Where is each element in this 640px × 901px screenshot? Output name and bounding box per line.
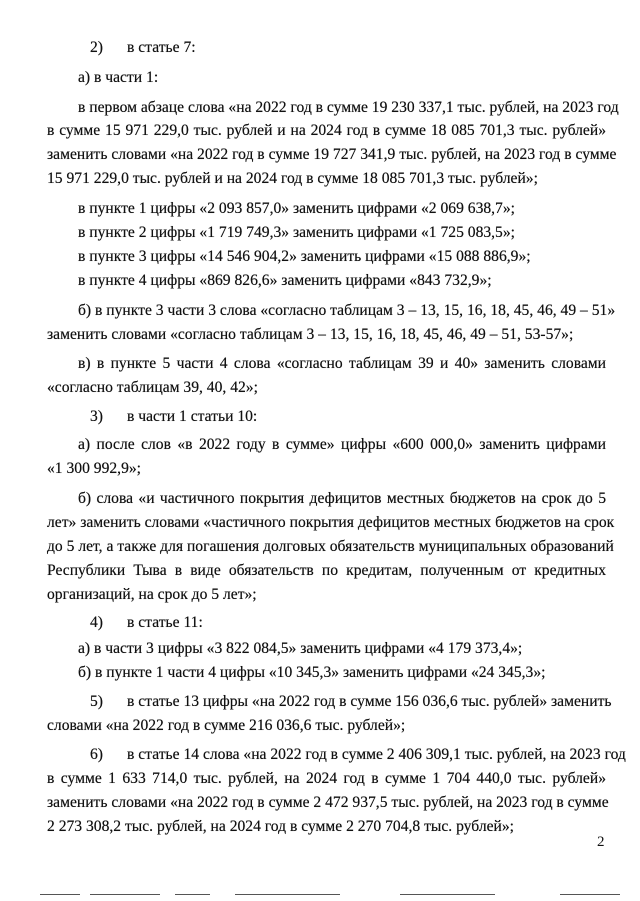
footer-rule-segment [90, 894, 160, 895]
paragraph-line: 2 273 308,2 тыс. рублей, на 2024 год в сумме 2 270 704,8 тыс. рублей»; [47, 818, 514, 835]
footer-rule-segment [40, 894, 80, 895]
paragraph-line: в пункте 4 цифры «869 826,6» заменить цифрами «843 732,9»; [78, 272, 492, 289]
paragraph-line: заменить словами «на 2022 год в сумме 2 472 937,5 тыс. рублей, на 2023 год в сумме [47, 794, 609, 811]
paragraph-line: «1 300 992,9»; [47, 460, 141, 477]
paragraph-line: организаций, на срок до 5 лет»; [47, 586, 257, 603]
footer-rule-segment [235, 894, 340, 895]
paragraph-line: 15 971 229,0 тыс. рублей и на 2024 год в сумме 18 085 701,3 тыс. рублей»; [47, 170, 538, 187]
item-heading: в статье 11: [127, 614, 203, 631]
paragraph-line: в пункте 3 цифры «14 546 904,2» заменить цифрами «15 088 886,9»; [78, 248, 531, 265]
paragraph-line: до 5 лет, а также для погашения долговых обязательств муниципальных образований [47, 538, 614, 555]
item-number: 6) [90, 746, 103, 763]
paragraph-line: б) в пункте 3 части 3 слова «согласно таблицам 3 – 13, 15, 16, 18, 45, 46, 49 – 51» [78, 302, 616, 319]
footer-rule-segment [560, 894, 620, 895]
page-number: 2 [597, 834, 605, 850]
paragraph-line: в сумме 15 971 229,0 тыс. рублей и на 2024 год в сумме 18 085 701,3 тыс. рублей» [47, 122, 606, 139]
paragraph-line: б) в пункте 1 части 4 цифры «10 345,3» заменить цифрами «24 345,3»; [78, 664, 546, 681]
paragraph-line: лет» заменить словами «частичного покрытия дефицитов местных бюджетов на срок [47, 514, 615, 531]
item-number-5-line [90, 692, 612, 712]
paragraph-line: в сумме 1 633 714,0 тыс. рублей, на 2024 год в сумме 1 704 440,0 тыс. рублей» [47, 770, 606, 787]
item-number-6-line [90, 745, 626, 765]
paragraph-line: в первом абзаце слова «на 2022 год в сумме 19 230 337,1 тыс. рублей, на 2023 год [78, 99, 619, 116]
item-number: 2) [90, 39, 103, 56]
item-heading: в статье 7: [127, 39, 196, 56]
item-heading: в статье 13 цифры «на 2022 год в сумме 156 036,6 тыс. рублей» заменить [127, 693, 612, 710]
paragraph-line: а) после слов «в 2022 году в сумме» цифры «600 000,0» заменить цифрами [78, 436, 606, 453]
paragraph-line: в) в пункте 5 части 4 слова «согласно таблицам 39 и 40» заменить словами [78, 355, 606, 372]
item-heading: в части 1 статьи 10: [127, 408, 258, 425]
paragraph-line: «согласно таблицам 39, 40, 42»; [47, 379, 258, 396]
footer-rule-segment [175, 894, 210, 895]
paragraph-line: заменить словами «согласно таблицам 3 – 13, 15, 16, 18, 45, 46, 49 – 51, 53-57»; [47, 326, 574, 343]
item-number-4-line [90, 613, 203, 633]
paragraph-line: заменить словами «на 2022 год в сумме 19 727 341,9 тыс. рублей, на 2023 год в сумме [47, 146, 617, 163]
item-number-3-line [90, 407, 257, 427]
paragraph-line: словами «на 2022 год в сумме 216 036,6 тыс. рублей»; [47, 717, 406, 734]
item-number: 5) [90, 693, 103, 710]
item-number: 4) [90, 614, 103, 631]
paragraph-line: а) в части 3 цифры «3 822 084,5» заменить цифрами «4 179 373,4»; [78, 640, 523, 657]
footer-rule-segment [400, 894, 495, 895]
paragraph-line: в пункте 2 цифры «1 719 749,3» заменить цифрами «1 725 083,5»; [78, 224, 515, 241]
item-heading: в статье 14 слова «на 2022 год в сумме 2 406 309,1 тыс. рублей, на 2023 год [127, 746, 626, 763]
item-number-2-line [90, 38, 196, 58]
paragraph-line: Республики Тыва в виде обязательств по кредитам, полученным от кредитных [47, 562, 606, 579]
paragraph-line: в пункте 1 цифры «2 093 857,0» заменить цифрами «2 069 638,7»; [78, 200, 515, 217]
item-number: 3) [90, 408, 103, 425]
paragraph-line: б) слова «и частичного покрытия дефицитов местных бюджетов на срок до 5 [78, 490, 606, 507]
paragraph-line: а) в части 1: [78, 69, 159, 86]
